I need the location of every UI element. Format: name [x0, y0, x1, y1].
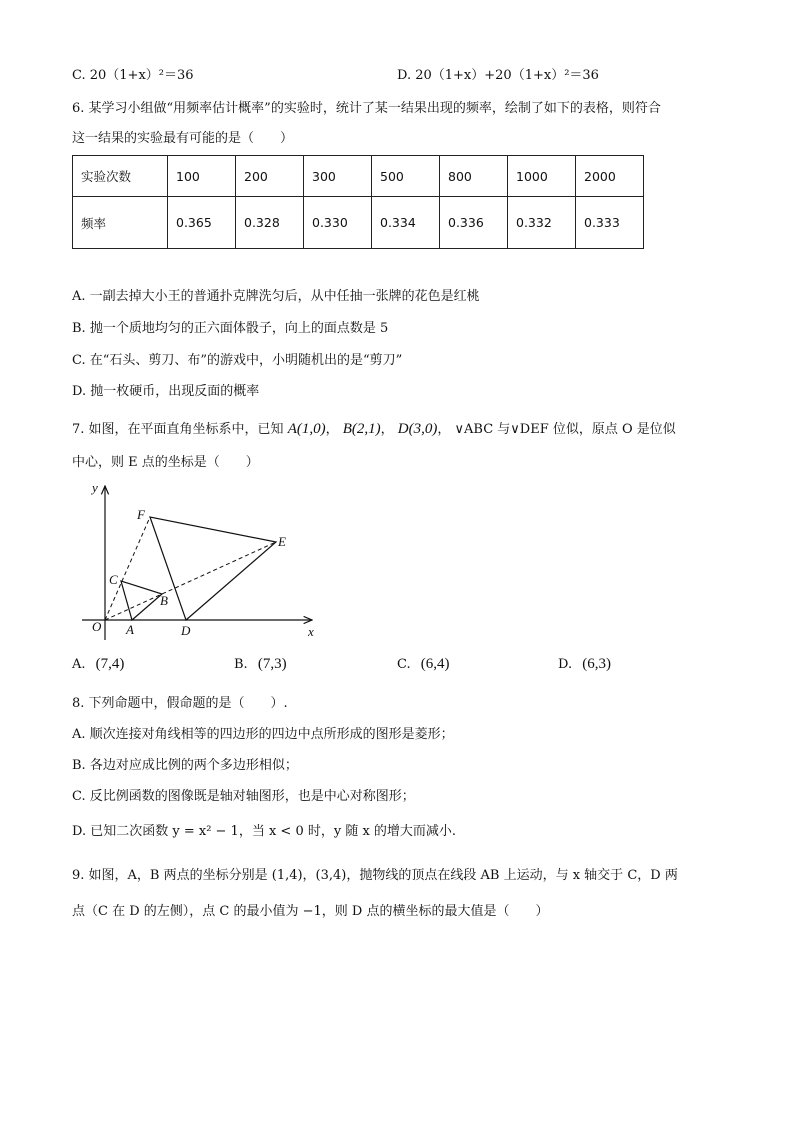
q8-option-b: B. 各边对应成比例的两个多边形相似；: [72, 758, 298, 773]
table-cell: 1000: [508, 156, 576, 197]
label-x: x: [308, 624, 314, 639]
triangle-abc: [121, 581, 162, 620]
q6-stem-line1: 6. 某学习小组做“用频率估计概率”的实验时，统计了某一结果出现的频率，绘制了如下的表格，则符合: [72, 101, 661, 116]
label-f: F: [137, 507, 145, 522]
q7-option-a: A. (7,4): [72, 656, 125, 672]
table-cell: 0.336: [440, 197, 508, 249]
table-cell: 0.365: [168, 197, 236, 249]
label-d: D: [181, 623, 191, 638]
table-cell: 2000: [576, 156, 644, 197]
point-a-coords: A(1,0): [287, 421, 326, 437]
point-d-coords: D(3,0): [397, 421, 438, 437]
q6-option-c: C. 在“石头、剪刀、布”的游戏中，小明随机出的是“剪刀”: [72, 353, 403, 368]
table-row: [73, 156, 644, 197]
label-a: A: [126, 622, 134, 637]
table-cell: 800: [440, 156, 508, 197]
q7-option-c: C. (6,4): [397, 656, 450, 672]
q7-option-b-value: (7,3): [257, 656, 287, 672]
table-cell: 100: [168, 156, 236, 197]
q6-stem-line2: 这一结果的实验最有可能的是（ ）: [72, 131, 294, 146]
q9-stem-line2: 点（C 在 D 的左侧），点 C 的最小值为 −1，则 D 点的横坐标的最大值是（ ）: [72, 904, 549, 919]
q6-option-d: D. 抛一枚硬币，出现反面的概率: [72, 384, 260, 399]
table-cell: 频率: [73, 197, 168, 249]
q8-option-a: A. 顺次连接对角线相等的四边形的四边中点所形成的图形是菱形；: [72, 727, 454, 742]
q6-option-a: A. 一副去掉大小王的普通扑克牌洗匀后，从中任抽一张牌的花色是红桃: [72, 289, 480, 304]
label-c: C: [109, 572, 118, 587]
table-cell: 500: [372, 156, 440, 197]
table-cell: 0.328: [236, 197, 304, 249]
table-cell: 0.333: [576, 197, 644, 249]
q8-option-c: C. 反比例函数的图像既是轴对轴图形，也是中心对称图形；: [72, 789, 415, 804]
q8-stem: 8. 下列命题中，假命题的是（ ）.: [72, 696, 288, 711]
triangle-def: [150, 517, 276, 620]
q7-option-b: B. (7,3): [234, 656, 287, 672]
q7-stem-mid: ∨ABC 与∨DEF 位似，原点 O 是位似: [454, 422, 676, 437]
option-c-prev: C. 20（1+x）²＝36: [72, 68, 194, 83]
q7-option-d: D. (6,3): [558, 656, 611, 672]
table-cell: 0.334: [372, 197, 440, 249]
q7-option-a-value: (7,4): [95, 656, 125, 672]
option-d-prev: D. 20（1+x）+20（1+x）²＝36: [397, 68, 599, 83]
point-b-coords: B(2,1): [342, 421, 381, 437]
q7-stem-pre: 7. 如图，在平面直角坐标系中，已知: [72, 422, 284, 437]
table-cell: 300: [304, 156, 372, 197]
label-y: y: [92, 480, 98, 495]
table-cell: 0.330: [304, 197, 372, 249]
label-e: E: [278, 534, 286, 549]
q7-option-d-value: (6,3): [582, 656, 611, 672]
q7-option-c-value: (6,4): [420, 656, 450, 672]
dashed-line-oe: [105, 542, 276, 620]
table-cell: 0.332: [508, 197, 576, 249]
table-row: [73, 197, 644, 249]
q6-option-b: B. 抛一个质地均匀的正六面体骰子，向上的面点数是 5: [72, 321, 389, 336]
label-o: O: [92, 619, 102, 634]
table-cell: 实验次数: [73, 156, 168, 197]
q9-stem-line1: 9. 如图，A，B 两点的坐标分别是 (1,4)，(3,4)，抛物线的顶点在线段 AB 上运动，与 x 轴交于 C，D 两: [72, 868, 678, 883]
similarity-figure: [80, 478, 330, 648]
q7-stem-line1: 7. 如图，在平面直角坐标系中，已知 A(1,0)， B(2,1)， D(3,0)， ∨ABC 与∨DEF 位似，原点 O 是位似: [72, 421, 676, 437]
table-cell: 200: [236, 156, 304, 197]
q7-stem-line2: 中心，则 E 点的坐标是（ ）: [72, 455, 259, 470]
frequency-table: [72, 155, 644, 249]
label-b: B: [160, 593, 168, 608]
q8-option-d: D. 已知二次函数 y = x² − 1，当 x < 0 时，y 随 x 的增大而减小.: [72, 824, 457, 839]
